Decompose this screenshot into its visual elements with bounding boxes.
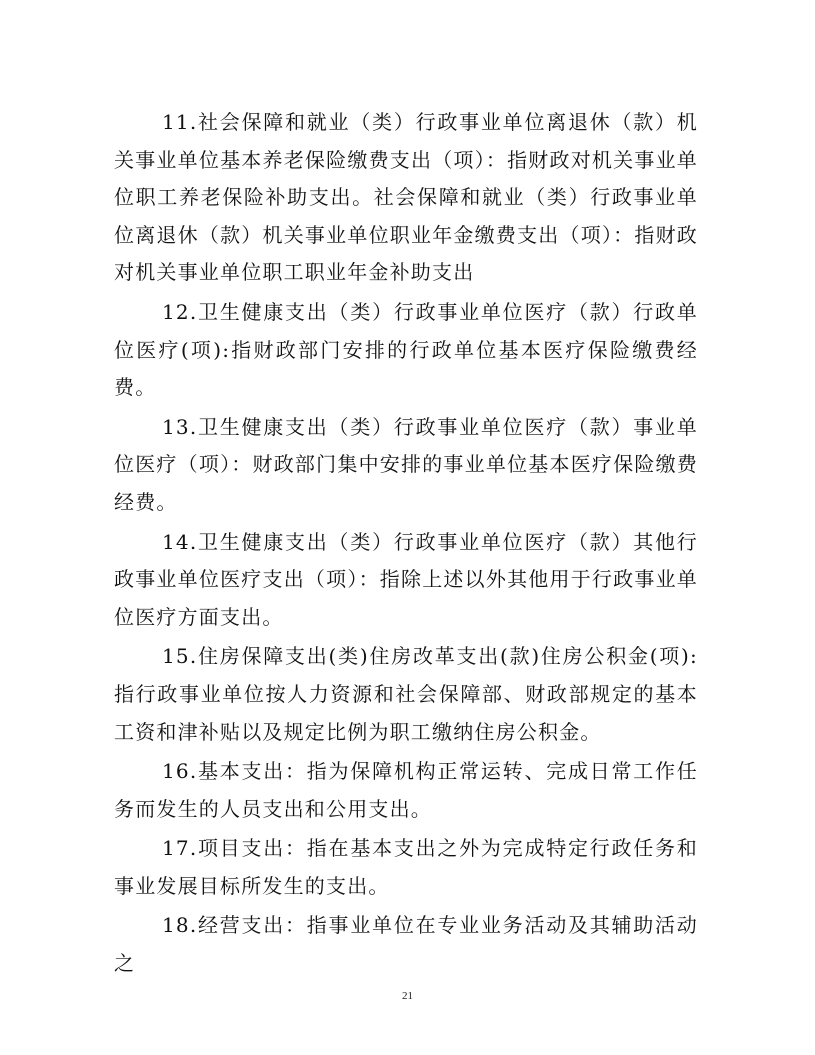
- paragraph-16: 16.基本支出：指为保障机构正常运转、完成日常工作任务而发生的人员支出和公用支出。: [114, 759, 698, 821]
- paragraph-18: 18.经营支出：指事业单位在专业业务活动及其辅助活动之: [114, 913, 698, 976]
- paragraph-17: 17.项目支出：指在基本支出之外为完成特定行政任务和事业发展目标所发生的支出。: [114, 836, 698, 898]
- document-body: [114, 104, 698, 983]
- paragraph-11: 11.社会保障和就业（类）行政事业单位离退休（款）机关事业单位基本养老保险缴费支出（项）：指财政对机关事业单位职工养老保险补助支出。社会保障和就业（类）行政事业单位离退休（款）机关事业单位职业年金缴费支出（项）：指财政对机关事业单位职工职业年金补助支出: [114, 110, 698, 285]
- paragraph-13: 13.卫生健康支出（类）行政事业单位医疗（款）事业单位医疗（项）：财政部门集中安排的事业单位基本医疗保险缴费经费。: [114, 414, 698, 514]
- paragraph-12: 12.卫生健康支出（类）行政事业单位医疗（款）行政单位医疗(项):指财政部门安排的行政单位基本医疗保险缴费经费。: [114, 299, 698, 400]
- paragraph-15: 15.住房保障支出(类)住房改革支出(款)住房公积金(项):指行政事业单位按人力资源和社会保障部、财政部规定的基本工资和津补贴以及规定比例为职工缴纳住房公积金。: [114, 644, 698, 744]
- page-number: 21: [402, 990, 413, 1002]
- paragraph-14: 14.卫生健康支出（类）行政事业单位医疗（款）其他行政事业单位医疗支出（项）：指除上述以外其他用于行政事业单位医疗方面支出。: [114, 529, 698, 629]
